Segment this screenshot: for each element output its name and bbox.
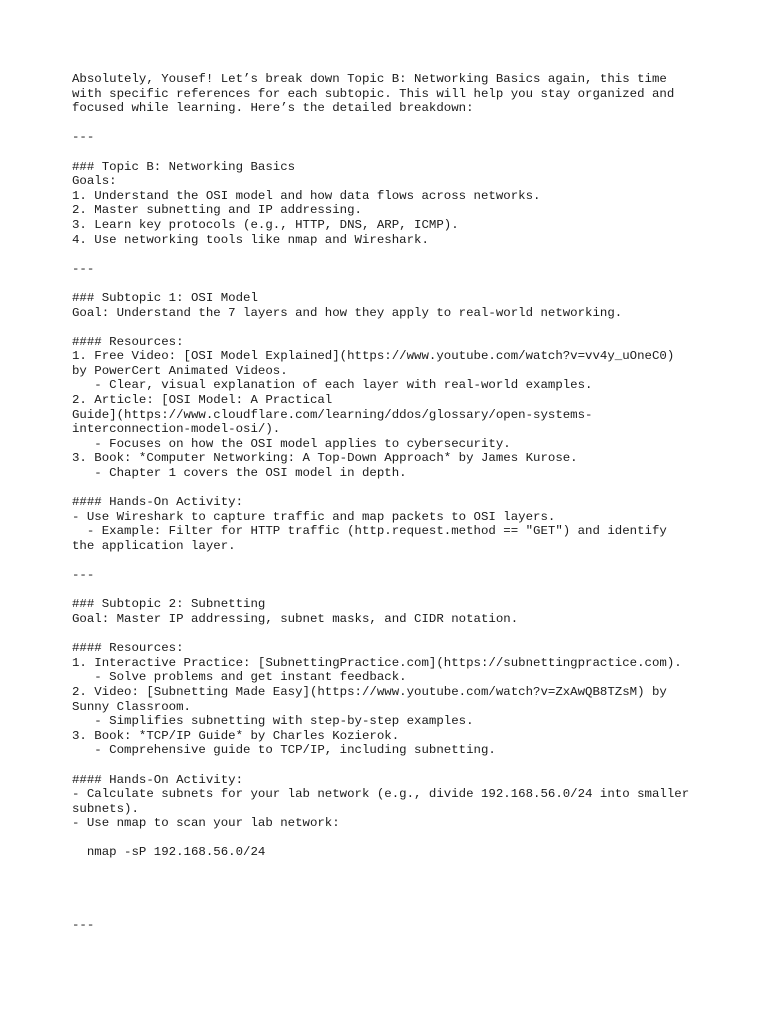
blank-line bbox=[72, 481, 712, 496]
blank-line bbox=[72, 276, 712, 291]
blank-line bbox=[72, 831, 712, 846]
text-line: - Clear, visual explanation of each layer with real-world examples. bbox=[72, 378, 593, 393]
text-line: 1. Free Video: [OSI Model Explained](https://www.youtube.com/watch?v=vv4y_uOneC0) bbox=[72, 349, 675, 364]
text-line: 4. Use networking tools like nmap and Wireshark. bbox=[72, 232, 429, 247]
section-heading: ### Subtopic 1: OSI Model bbox=[72, 290, 258, 305]
text-line: - Example: Filter for HTTP traffic (http.request.method == "GET") and identify bbox=[72, 524, 667, 539]
text-line: with specific references for each subtopic. This will help you stay organized and bbox=[72, 86, 675, 101]
subsection-heading: #### Resources: bbox=[72, 641, 184, 656]
document-text bbox=[72, 72, 712, 933]
blank-line bbox=[72, 116, 712, 131]
text-line: interconnection-model-osi/). bbox=[72, 422, 281, 437]
text-line: 3. Book: *Computer Networking: A Top-Down Approach* by James Kurose. bbox=[72, 451, 578, 466]
text-line: 3. Learn key protocols (e.g., HTTP, DNS, ARP, ICMP). bbox=[72, 217, 459, 232]
text-line: 1. Understand the OSI model and how data flows across networks. bbox=[72, 188, 541, 203]
document-page bbox=[72, 72, 712, 933]
blank-line bbox=[72, 583, 712, 598]
subsection-heading: #### Resources: bbox=[72, 334, 184, 349]
subsection-heading: #### Hands-On Activity: bbox=[72, 495, 244, 510]
text-line: - Solve problems and get instant feedback. bbox=[72, 670, 407, 685]
text-line: Sunny Classroom. bbox=[72, 699, 191, 714]
text-line: Guide](https://www.cloudflare.com/learning/ddos/glossary/open-systems- bbox=[72, 407, 593, 422]
horizontal-rule: --- bbox=[72, 261, 95, 276]
blank-line bbox=[72, 145, 712, 160]
text-line: 2. Master subnetting and IP addressing. bbox=[72, 203, 362, 218]
blank-line bbox=[72, 875, 712, 890]
text-line: - Calculate subnets for your lab network (e.g., divide 192.168.56.0/24 into smaller bbox=[72, 787, 690, 802]
blank-line bbox=[72, 627, 712, 642]
section-heading: ### Subtopic 2: Subnetting bbox=[72, 597, 266, 612]
text-line: the application layer. bbox=[72, 539, 236, 553]
text-line: by PowerCert Animated Videos. bbox=[72, 363, 288, 378]
text-line: - Focuses on how the OSI model applies to cybersecurity. bbox=[72, 436, 511, 451]
text-line: - Comprehensive guide to TCP/IP, including subnetting. bbox=[72, 743, 496, 758]
blank-line bbox=[72, 320, 712, 335]
subsection-heading: #### Hands-On Activity: bbox=[72, 772, 244, 787]
text-line: 3. Book: *TCP/IP Guide* by Charles Kozierok. bbox=[72, 728, 400, 743]
text-line: subnets). bbox=[72, 801, 139, 816]
code-line: nmap -sP 192.168.56.0/24 bbox=[72, 845, 266, 860]
horizontal-rule: --- bbox=[72, 568, 95, 583]
text-line: - Simplifies subnetting with step-by-step examples. bbox=[72, 714, 474, 729]
text-line: 2. Article: [OSI Model: A Practical bbox=[72, 393, 333, 408]
text-line: - Chapter 1 covers the OSI model in depth. bbox=[72, 466, 407, 481]
text-line: - Use Wireshark to capture traffic and map packets to OSI layers. bbox=[72, 509, 556, 524]
section-heading: ### Topic B: Networking Basics bbox=[72, 159, 296, 174]
horizontal-rule: --- bbox=[72, 130, 95, 145]
blank-line bbox=[72, 758, 712, 773]
blank-line bbox=[72, 247, 712, 262]
blank-line bbox=[72, 554, 712, 569]
text-line: Goal: Understand the 7 layers and how they apply to real-world networking. bbox=[72, 305, 623, 320]
blank-line bbox=[72, 904, 712, 919]
text-line: 2. Video: [Subnetting Made Easy](https://www.youtube.com/watch?v=ZxAwQB8TZsM) by bbox=[72, 684, 667, 699]
text-line: - Use nmap to scan your lab network: bbox=[72, 816, 340, 831]
text-line: 1. Interactive Practice: [SubnettingPractice.com](https://subnettingpractice.com). bbox=[72, 655, 682, 670]
horizontal-rule: --- bbox=[72, 918, 95, 933]
text-line: focused while learning. Here’s the detailed breakdown: bbox=[72, 101, 474, 116]
blank-line bbox=[72, 889, 712, 904]
blank-line bbox=[72, 860, 712, 875]
text-line: Goals: bbox=[72, 174, 117, 189]
text-line: Absolutely, Yousef! Let’s break down Topic B: Networking Basics again, this time bbox=[72, 72, 667, 86]
text-line: Goal: Master IP addressing, subnet masks, and CIDR notation. bbox=[72, 611, 519, 626]
